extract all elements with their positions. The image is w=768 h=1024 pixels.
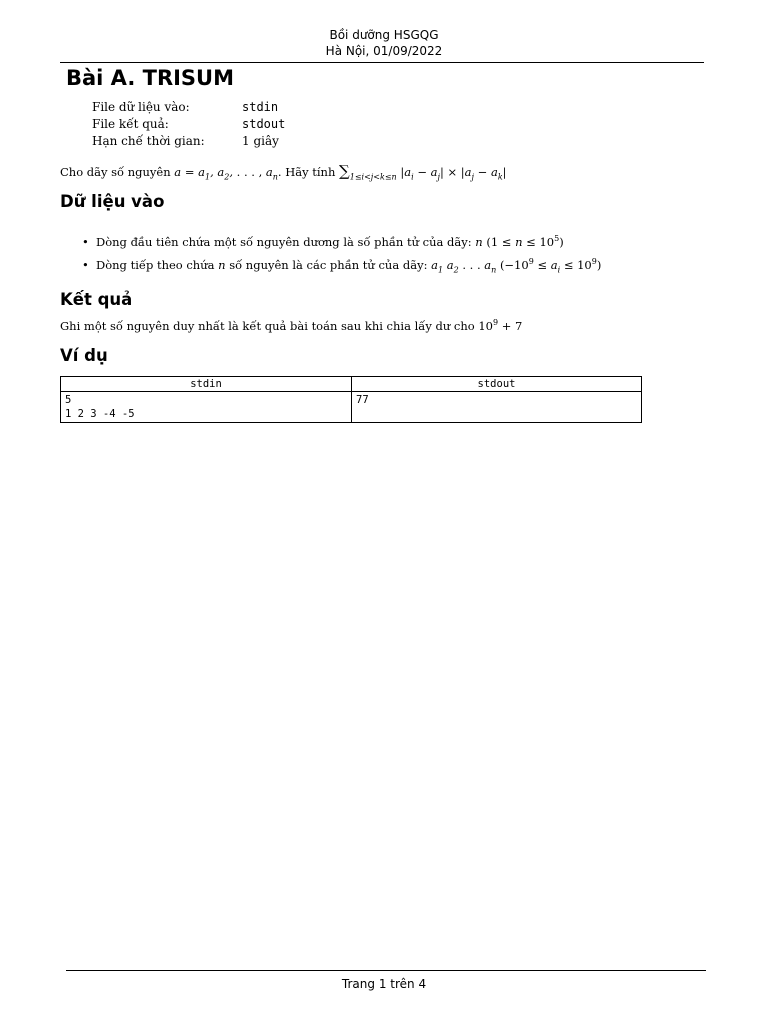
page-header (0, 27, 768, 59)
list-item: • Dòng tiếp theo chứa n số nguyên là các phần tử của dãy: $a_1$ $a_2$ . . . $a_n$ $(-10^9 \le a_i \le 10^9)$ (82, 257, 602, 275)
example-heading: Ví dụ (60, 346, 108, 365)
math-sequence: $a = a_1$, $a_2$, . . . , $a_n$ (174, 165, 278, 182)
page-footer: Trang 1 trên 4 (341, 977, 427, 991)
output-heading: Kết quả (60, 290, 133, 309)
meta-label: Hạn chế thời gian: (92, 134, 205, 148)
header-line-1: Bồi dưỡng HSGQG (329, 28, 439, 42)
table-header-row (61, 377, 642, 392)
meta-value: 1 giây (242, 134, 279, 148)
header-rule (60, 62, 704, 63)
column-header-stdin: stdin (61, 377, 352, 392)
problem-statement: Cho dãy số nguyên $a = a_1$, $a_2$, . . . , $a_n$. Hãy tính $\sum_{1\le i<j<k\le n}$ $|a_i - a_j| \times |a_j - a_k|$ (60, 162, 507, 182)
meta-row-time (92, 133, 285, 150)
output-description: Ghi một số nguyên duy nhất là kết quả bài toán sau khi chia lấy dư cho $10^9 + 7$ (60, 318, 523, 333)
stdin-cell: 5 1 2 3 -4 -5 (61, 392, 352, 423)
meta-value: stdout (242, 117, 286, 131)
input-heading: Dữ liệu vào (60, 192, 165, 211)
meta-label: File kết quả: (92, 117, 169, 131)
example-table (60, 376, 642, 423)
input-bullets (82, 231, 601, 277)
footer-rule (66, 970, 706, 971)
problem-title: Bài A. TRISUM (66, 66, 234, 90)
list-item: • Dòng đầu tiên chứa một số nguyên dương là số phần tử của dãy: n $(1 \le n \le 10^5)$ (82, 234, 564, 249)
header-line-2: Hà Nội, 01/09/2022 (325, 44, 443, 58)
math-elements: $a_1$ $a_2$ . . . $a_n$ $(-10^9 \le a_i \le 10^9)$ (431, 257, 602, 275)
stdout-cell: 77 (352, 392, 642, 423)
math-modulus: $10^9 + 7$ (478, 318, 523, 333)
meta-row-input (92, 99, 285, 116)
math-n-bound: n $(1 \le n \le 10^5)$ (475, 234, 564, 249)
math-sum-formula: $\sum_{1\le i<j<k\le n}$ $|a_i - a_j| \times |a_j - a_k|$ (339, 162, 507, 182)
meta-value: stdin (242, 100, 279, 114)
meta-row-output (92, 116, 285, 133)
problem-meta (92, 99, 285, 150)
table-row (61, 392, 642, 423)
column-header-stdout: stdout (352, 377, 642, 392)
meta-label: File dữ liệu vào: (92, 100, 190, 114)
